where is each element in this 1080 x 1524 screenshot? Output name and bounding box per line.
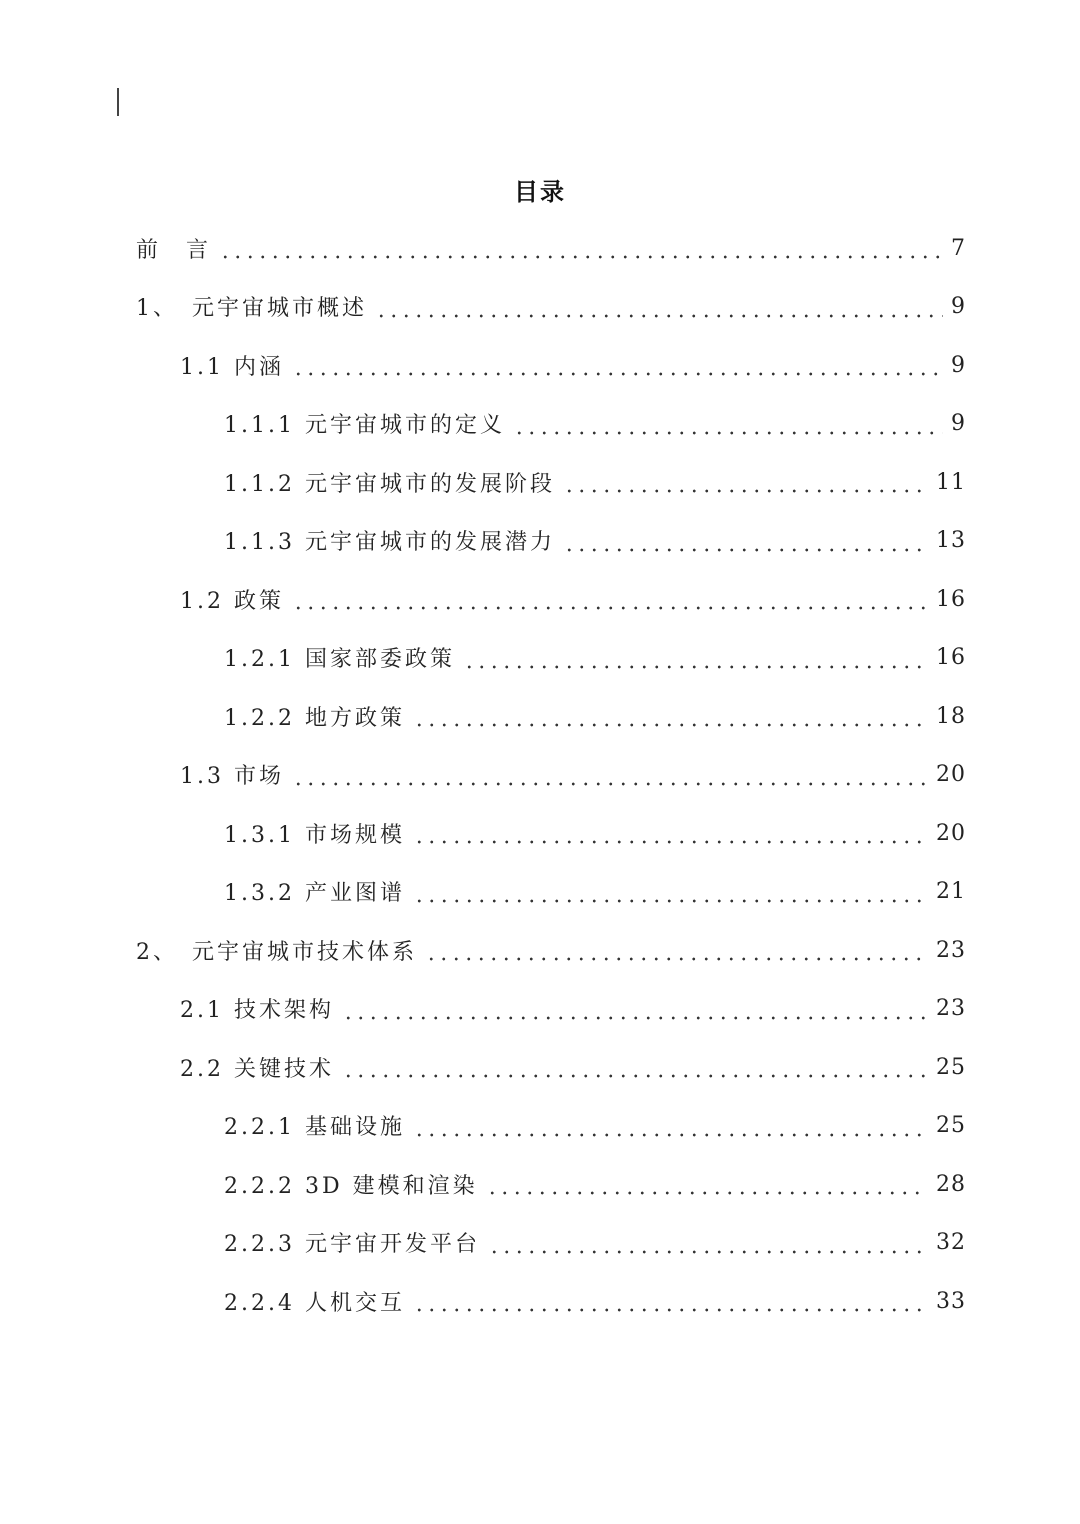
toc-title: 目录 (514, 178, 566, 206)
toc-entry-page: 18 (936, 703, 966, 729)
toc-entry-page: 20 (936, 762, 966, 787)
toc-entry-page: 7 (951, 235, 966, 261)
toc-entry-page: 33 (936, 1288, 966, 1314)
toc-leader-dots (292, 343, 943, 387)
toc-entry[interactable] (224, 811, 966, 855)
toc-entry-page: 13 (936, 528, 966, 553)
toc-leader-dots (292, 577, 928, 621)
toc-entry-label: 1、 元宇宙城市概述 (136, 296, 367, 321)
toc-entry-page: 9 (951, 294, 966, 319)
toc-entry[interactable] (224, 1104, 966, 1148)
toc-entry-label: 1.2.2 地方政策 (224, 705, 405, 731)
toc-entry-page: 9 (951, 352, 966, 378)
toc-entry[interactable] (224, 1279, 966, 1323)
toc-leader-dots (513, 402, 943, 446)
toc-entry-page: 25 (936, 1113, 966, 1138)
toc-leader-dots (342, 987, 928, 1031)
toc-entry[interactable] (136, 226, 966, 270)
toc-leader-dots (486, 1162, 928, 1206)
toc-entry-page: 20 (936, 820, 966, 846)
toc-entry-page: 23 (936, 996, 966, 1021)
toc-entry-page: 32 (936, 1230, 966, 1255)
toc-entry[interactable] (180, 343, 966, 387)
toc-leader-dots (413, 694, 928, 738)
toc-entry[interactable] (136, 928, 966, 972)
toc-entry-label: 2、 元宇宙城市技术体系 (136, 939, 417, 965)
toc-entry-label: 1.1 内涵 (180, 354, 284, 380)
toc-leader-dots (413, 1279, 928, 1323)
toc-leader-dots (342, 1045, 928, 1089)
toc-entry[interactable] (136, 285, 966, 329)
toc-leader-dots (563, 460, 928, 504)
toc-entry-label: 2.2 关键技术 (180, 1056, 334, 1082)
toc-entry[interactable] (224, 870, 966, 914)
toc-entry[interactable] (224, 460, 966, 504)
toc-entry-page: 25 (936, 1054, 966, 1080)
toc-leader-dots (563, 519, 928, 563)
toc-entry-page: 16 (936, 586, 966, 612)
toc-entry-label: 前 言 (136, 237, 212, 263)
toc-leader-dots (375, 285, 943, 329)
toc-entry-label: 1.3 市场 (180, 764, 284, 789)
toc-entry-label: 1.1.2 元宇宙城市的发展阶段 (224, 471, 555, 497)
toc-entry-label: 1.2 政策 (180, 588, 284, 614)
toc-entry-page: 23 (936, 937, 966, 963)
toc-leader-dots (488, 1221, 928, 1265)
toc-entry-label: 2.2.1 基础设施 (224, 1115, 405, 1140)
toc-entry[interactable] (180, 577, 966, 621)
toc-entry-label: 1.3.1 市场规模 (224, 822, 405, 848)
toc-entry[interactable] (224, 1221, 966, 1265)
toc-leader-dots (413, 870, 928, 914)
toc-leader-dots (219, 226, 943, 270)
toc-entry[interactable] (180, 1045, 966, 1089)
toc-entry[interactable] (180, 753, 966, 797)
toc-entry-label: 1.1.3 元宇宙城市的发展潜力 (224, 530, 555, 555)
toc-entry[interactable] (224, 636, 966, 680)
toc-entry-label: 1.3.2 产业图谱 (224, 881, 405, 906)
toc-entry-page: 16 (936, 645, 966, 670)
toc-entry-page: 21 (936, 879, 966, 904)
toc-entry-label: 2.2.3 元宇宙开发平台 (224, 1232, 480, 1257)
toc-leader-dots (463, 636, 928, 680)
toc-entry[interactable] (224, 1162, 966, 1206)
toc-entry-label: 2.2.4 人机交互 (224, 1290, 405, 1316)
toc-entry-label: 2.1 技术架构 (180, 998, 334, 1023)
toc-entry[interactable] (180, 987, 966, 1031)
toc-leader-dots (425, 928, 928, 972)
toc-leader-dots (413, 1104, 928, 1148)
toc-entry[interactable] (224, 694, 966, 738)
toc-entry-page: 9 (951, 411, 966, 436)
text-cursor-mark (117, 88, 119, 116)
toc-entry[interactable] (224, 402, 966, 446)
toc-entry-label: 1.1.1 元宇宙城市的定义 (224, 413, 505, 438)
toc-entry-label: 2.2.2 3D 建模和渲染 (224, 1173, 478, 1199)
toc-entry[interactable] (224, 519, 966, 563)
toc-entry-label: 1.2.1 国家部委政策 (224, 647, 455, 672)
toc-entry-page: 11 (936, 469, 966, 495)
toc-leader-dots (413, 811, 928, 855)
toc-leader-dots (292, 753, 928, 797)
toc-entry-page: 28 (936, 1171, 966, 1197)
